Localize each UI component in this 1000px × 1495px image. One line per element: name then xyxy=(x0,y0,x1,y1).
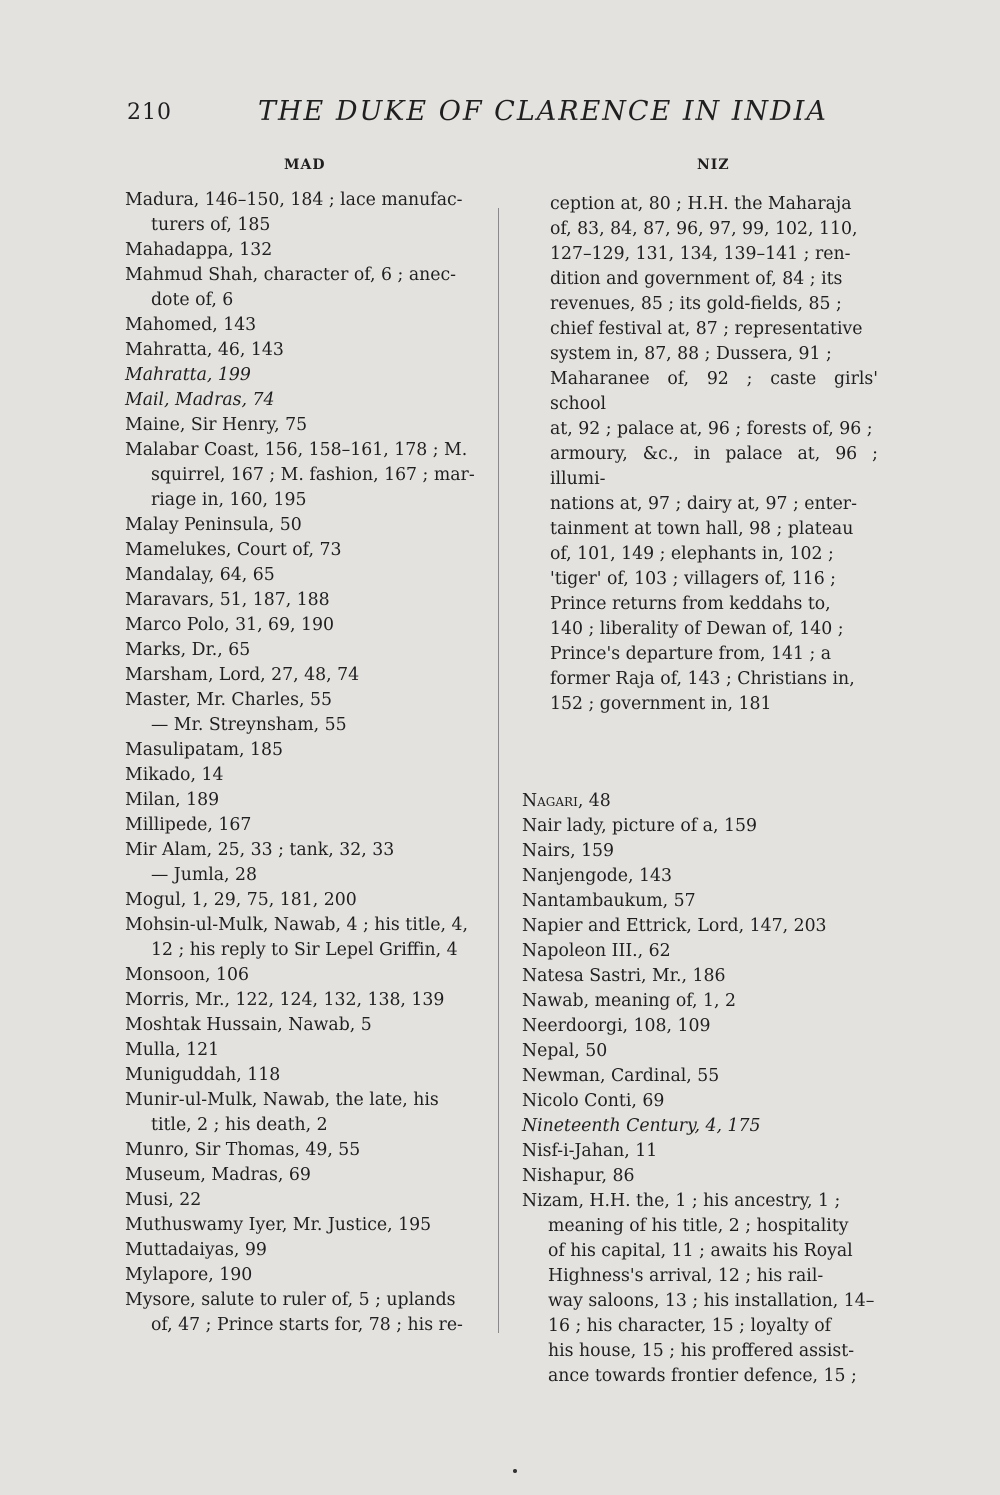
index-entry: Napoleon III., 62 xyxy=(522,941,671,961)
index-entry: Mogul, 1, 29, 75, 181, 200 xyxy=(125,890,357,910)
index-entry: Neerdoorgi, 108, 109 xyxy=(522,1016,711,1036)
right-column-heading: NIZ xyxy=(697,157,730,173)
index-entry-continuation: Prince's departure from, 141 ; a xyxy=(550,644,832,664)
index-entry: Nair lady, picture of a, 159 xyxy=(522,816,757,836)
index-entry-continuation: meaning of his title, 2 ; hospitality xyxy=(548,1216,849,1236)
index-entry: Mysore, salute to ruler of, 5 ; uplands xyxy=(125,1290,456,1310)
index-entry-continuation: of, 47 ; Prince starts for, 78 ; his re- xyxy=(151,1315,463,1335)
index-entry-continuation: squirrel, 167 ; M. fashion, 167 ; mar- xyxy=(151,465,475,485)
index-entry-continuation: Highness's arrival, 12 ; his rail- xyxy=(548,1266,824,1286)
index-entry: Mir Alam, 25, 33 ; tank, 32, 33 xyxy=(125,840,395,860)
index-entry: Nantambaukum, 57 xyxy=(522,891,696,911)
index-entry: Mandalay, 64, 65 xyxy=(125,565,275,585)
index-entry: Moshtak Hussain, Nawab, 5 xyxy=(125,1015,372,1035)
index-entry-continuation: 127–129, 131, 134, 139–141 ; ren- xyxy=(550,244,851,264)
index-entry: Napier and Ettrick, Lord, 147, 203 xyxy=(522,916,827,936)
index-entry-continuation: former Raja of, 143 ; Christians in, xyxy=(550,669,855,689)
index-entry: Madura, 146–150, 184 ; lace manufac- xyxy=(125,190,463,210)
index-entry-continuation: chief festival at, 87 ; representative xyxy=(550,319,863,339)
index-entry-continuation: tainment at town hall, 98 ; plateau xyxy=(550,519,854,539)
index-entry-continuation: 12 ; his reply to Sir Lepel Griffin, 4 xyxy=(151,940,458,960)
index-entry: Marco Polo, 31, 69, 190 xyxy=(125,615,335,635)
index-entry-continuation: his house, 15 ; his proffered assist- xyxy=(548,1341,855,1361)
running-title: THE DUKE OF CLARENCE IN INDIA xyxy=(258,96,828,127)
index-entry: Mahmud Shah, character of, 6 ; anec- xyxy=(125,265,457,285)
index-entry-italic: Nineteenth Century, 4, 175 xyxy=(522,1116,761,1136)
index-entry-continuation: Prince returns from keddahs to, xyxy=(550,594,831,614)
left-index-column xyxy=(125,188,477,1338)
index-entry: Maravars, 51, 187, 188 xyxy=(125,590,330,610)
index-entry-continuation: dition and government of, 84 ; its xyxy=(550,269,843,289)
index-entry: Master, Mr. Charles, 55 xyxy=(125,690,332,710)
index-entry-subentry: — Jumla, 28 xyxy=(151,865,258,885)
index-entry-continuation: 152 ; government in, 181 xyxy=(550,694,772,714)
index-entry: Museum, Madras, 69 xyxy=(125,1165,311,1185)
index-entry: Musi, 22 xyxy=(125,1190,202,1210)
index-entry: Mikado, 14 xyxy=(125,765,224,785)
mysore-continuation-block xyxy=(522,192,878,717)
index-entry: Mamelukes, Court of, 73 xyxy=(125,540,342,560)
index-entry: Malay Peninsula, 50 xyxy=(125,515,302,535)
index-entry: Malabar Coast, 156, 158–161, 178 ; M. xyxy=(125,440,468,460)
index-entry: Marsham, Lord, 27, 48, 74 xyxy=(125,665,360,685)
index-entry: Natesa Sastri, Mr., 186 xyxy=(522,966,726,986)
index-entry-continuation: armoury, &c., in palace at, 96 ; illumi- xyxy=(550,444,878,489)
right-index-column xyxy=(522,192,878,1389)
index-entry: Newman, Cardinal, 55 xyxy=(522,1066,720,1086)
index-entry-continuation: riage in, 160, 195 xyxy=(151,490,307,510)
index-entry-italic: Mahratta, 199 xyxy=(125,365,251,385)
index-entry-continuation: of, 101, 149 ; elephants in, 102 ; xyxy=(550,544,834,564)
n-entries-block xyxy=(522,789,878,1389)
index-entry-continuation: 140 ; liberality of Dewan of, 140 ; xyxy=(550,619,844,639)
index-entry: Nanjengode, 143 xyxy=(522,866,672,886)
index-entry-continuation: ception at, 80 ; H.H. the Maharaja xyxy=(550,194,852,214)
index-entry: Nishapur, 86 xyxy=(522,1166,635,1186)
index-entry-continuation: at, 92 ; palace at, 96 ; forests of, 96 ; xyxy=(550,419,873,439)
column-divider xyxy=(498,208,499,1333)
index-entry-continuation: ance towards frontier defence, 15 ; xyxy=(548,1366,857,1386)
index-entry: Maine, Sir Henry, 75 xyxy=(125,415,308,435)
index-entry: Nisf-i-Jahan, 11 xyxy=(522,1141,658,1161)
index-entry: Millipede, 167 xyxy=(125,815,252,835)
index-entry-continuation: turers of, 185 xyxy=(151,215,271,235)
index-entry-continuation: of, 83, 84, 87, 96, 97, 99, 102, 110, xyxy=(550,219,858,239)
index-entry: Mahomed, 143 xyxy=(125,315,257,335)
index-entry: Nepal, 50 xyxy=(522,1041,608,1061)
index-entry: Munir-ul-Mulk, Nawab, the late, his xyxy=(125,1090,439,1110)
index-entry: Mulla, 121 xyxy=(125,1040,220,1060)
index-entry: Marks, Dr., 65 xyxy=(125,640,251,660)
page-number: 210 xyxy=(127,100,172,125)
index-entry-continuation: of his capital, 11 ; awaits his Royal xyxy=(548,1241,853,1261)
index-entry-continuation: revenues, 85 ; its gold-fields, 85 ; xyxy=(550,294,842,314)
index-entry: Masulipatam, 185 xyxy=(125,740,284,760)
index-entry-small-caps: Nagari, 48 xyxy=(522,791,611,811)
index-entry: Nicolo Conti, 69 xyxy=(522,1091,665,1111)
index-entry: Munro, Sir Thomas, 49, 55 xyxy=(125,1140,361,1160)
index-entry: Muniguddah, 118 xyxy=(125,1065,281,1085)
index-entry-continuation: system in, 87, 88 ; Dussera, 91 ; xyxy=(550,344,832,364)
index-entry-continuation: 'tiger' of, 103 ; villagers of, 116 ; xyxy=(550,569,837,589)
index-entry: Nizam, H.H. the, 1 ; his ancestry, 1 ; xyxy=(522,1191,841,1211)
index-entry-continuation: Maharanee of, 92 ; caste girls' school xyxy=(550,369,878,414)
index-entry-italic: Mail, Madras, 74 xyxy=(125,390,275,410)
index-entry: Mahadappa, 132 xyxy=(125,240,273,260)
index-entry: Nairs, 159 xyxy=(522,841,615,861)
index-entry-continuation: way saloons, 13 ; his installation, 14– xyxy=(548,1291,875,1311)
index-entry: Monsoon, 106 xyxy=(125,965,250,985)
index-entry: Nawab, meaning of, 1, 2 xyxy=(522,991,736,1011)
index-entry-continuation: 16 ; his character, 15 ; loyalty of xyxy=(548,1316,832,1336)
print-mark xyxy=(513,1469,517,1473)
index-entry-continuation: title, 2 ; his death, 2 xyxy=(151,1115,328,1135)
index-entry: Morris, Mr., 122, 124, 132, 138, 139 xyxy=(125,990,445,1010)
index-entry: Mohsin-ul-Mulk, Nawab, 4 ; his title, 4, xyxy=(125,915,468,935)
index-entry: Mylapore, 190 xyxy=(125,1265,253,1285)
index-entry-subentry: — Mr. Streynsham, 55 xyxy=(151,715,347,735)
index-entry: Milan, 189 xyxy=(125,790,220,810)
index-entry: Muttadaiyas, 99 xyxy=(125,1240,267,1260)
left-column-heading: MAD xyxy=(284,157,326,173)
index-entry: Mahratta, 46, 143 xyxy=(125,340,284,360)
index-entry-continuation: dote of, 6 xyxy=(151,290,234,310)
index-entry: Muthuswamy Iyer, Mr. Justice, 195 xyxy=(125,1215,432,1235)
section-gap xyxy=(522,717,878,789)
index-entry-continuation: nations at, 97 ; dairy at, 97 ; enter- xyxy=(550,494,857,514)
